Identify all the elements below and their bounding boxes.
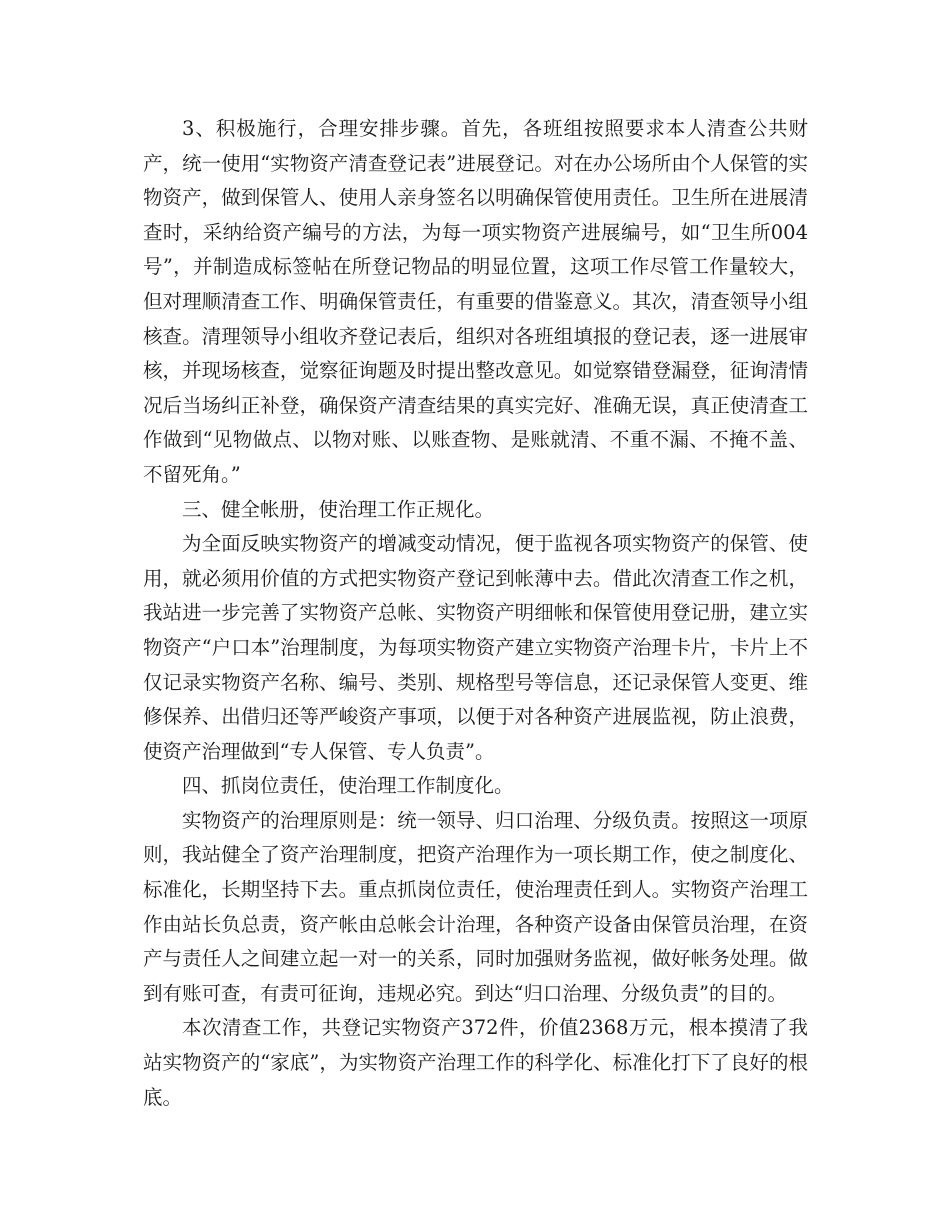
paragraph-ledger: 为全面反映实物资产的增减变动情况，便于监视各项实物资产的保管、使用，就必须用价值的方式把实物资产登记到帐薄中去。借此次清查工作之机，我站进一步完善了实物资产总帐、实物资产明细帐和保管使用登记册，建立实物资产“户口本”治理制度，为每项实物资产建立实物资产治理卡片，卡片上不仅记录实物资产名称、编号、类别、规格型号等信息，还记录保管人变更、维修保养、出借归还等严峻资产事项，以便于对各种资产进展监视，防止浪费，使资产治理做到“专人保管、专人负责”。	[143, 532, 808, 763]
paragraph-summary: 本次清查工作，共登记实物资产372件，价值2368万元，根本摸清了我站实物资产的“家底”，为实物资产治理工作的科学化、标准化打下了良好的根底。	[143, 1016, 808, 1109]
paragraph-step-3: 3、积极施行，合理安排步骤。首先，各班组按照要求本人清查公共财产，统一使用“实物资产清查登记表”进展登记。对在办公场所由个人保管的实物资产，做到保管人、使用人亲身签名以明确保管使用责任。卫生所在进展清查时，采纳给资产编号的方法，为每一项实物资产进展编号，如“卫生所004号”，并制造成标签帖在所登记物品的明显位置，这项工作尽管工作量较大，但对理顺清查工作、明确保管责任，有重要的借鉴意义。其次，清查领导小组核查。清理领导小组收齐登记表后，组织对各班组填报的登记表，逐一进展审核，并现场核查，觉察征询题及时提出整改意见。如觉察错登漏登，征询清情况后当场纠正补登，确保资产清查结果的真实完好、准确无误，真正使清查工作做到“见物做点、以物对账、以账查物、是账就清、不重不漏、不掩不盖、不留死角。”	[143, 117, 808, 486]
heading-section-4: 四、抓岗位责任，使治理工作制度化。	[182, 774, 514, 798]
heading-section-3: 三、健全帐册，使治理工作正规化。	[182, 497, 495, 521]
document-body	[143, 112, 808, 1115]
paragraph-responsibility: 实物资产的治理原则是：统一领导、归口治理、分级负责。按照这一项原则，我站健全了资产治理制度，把资产治理作为一项长期工作，使之制度化、标准化，长期坚持下去。重点抓岗位责任，使治理责任到人。实物资产治理工作由站长负总责，资产帐由总帐会计治理，各种资产设备由保管员治理，在资产与责任人之间建立起一对一的关系，同时加强财务监视，做好帐务处理。做到有账可查，有责可征询，违规必究。到达“归口治理、分级负责”的目的。	[143, 808, 808, 1005]
